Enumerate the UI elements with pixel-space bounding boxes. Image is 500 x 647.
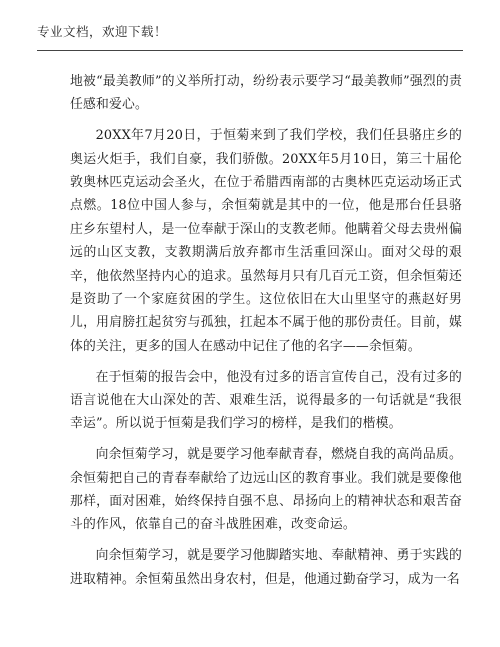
paragraph-continuation: 地被“最美教师”的义举所打动，纷纷表示要学习“最美教师”强烈的责任感和爱心。 bbox=[70, 74, 462, 113]
paragraph-learn-dedication: 向余恒菊学习，就是要学习他奉献青春，燃烧自我的高尚品质。余恒菊把自己的青春奉献给了边远山区的教育事业。我们就是要像他那样，面对困难，始终保持自强不息、昂扬向上的精神状态和艰苦奋斗的作风，依靠自己的奋斗战胜困难，改变命运。 bbox=[70, 447, 462, 533]
paragraph-torchbearer: 20XX年7月20日，于恒菊来到了我们学校，我们任县骆庄乡的奥运火炬手，我们自豪，我们骄傲。20XX年5月10日，第三十届伦敦奥林匹克运动会圣火，在位于希腊西南部的古奥林匹克运动场正式点燃。18位中国人参与，余恒菊就是其中的一位，他是邢台任县骆庄乡东望村人，是一位奉献于深山的支教老师。他瞒着父母去贵州偏远的山区支教，支教期满后放弃都市生活重回深山。面对父母的艰辛，他依然坚持内心的追求。虽然每月只有几百元工资，但余恒菊还是资助了一个家庭贫困的学生。这位依旧在大山里坚守的燕赵好男儿，用肩膀扛起贫穷与孤独，扛起本不属于他的那份责任。目前，媒体的关注，更多的国人在感动中记住了他的名字——余恒菊。 bbox=[70, 128, 462, 354]
page-header: 专业文档，欢迎下载！ bbox=[37, 24, 168, 39]
paragraph-learn-spirit: 向余恒菊学习，就是要学习他脚踏实地、奉献精神、勇于实践的进取精神。余恒菊虽然出身农村，但是，他通过勤奋学习，成为一名 bbox=[70, 548, 462, 587]
paragraph-report-meeting: 在于恒菊的报告会中，他没有过多的语言宣传自己，没有过多的语言说他在大山深处的苦、艰难生活，说得最多的一句话就是“我很幸运”。所以说于恒菊是我们学习的榜样，是我们的楷模。 bbox=[70, 369, 462, 432]
header-divider bbox=[37, 50, 463, 51]
document-body bbox=[70, 70, 462, 591]
